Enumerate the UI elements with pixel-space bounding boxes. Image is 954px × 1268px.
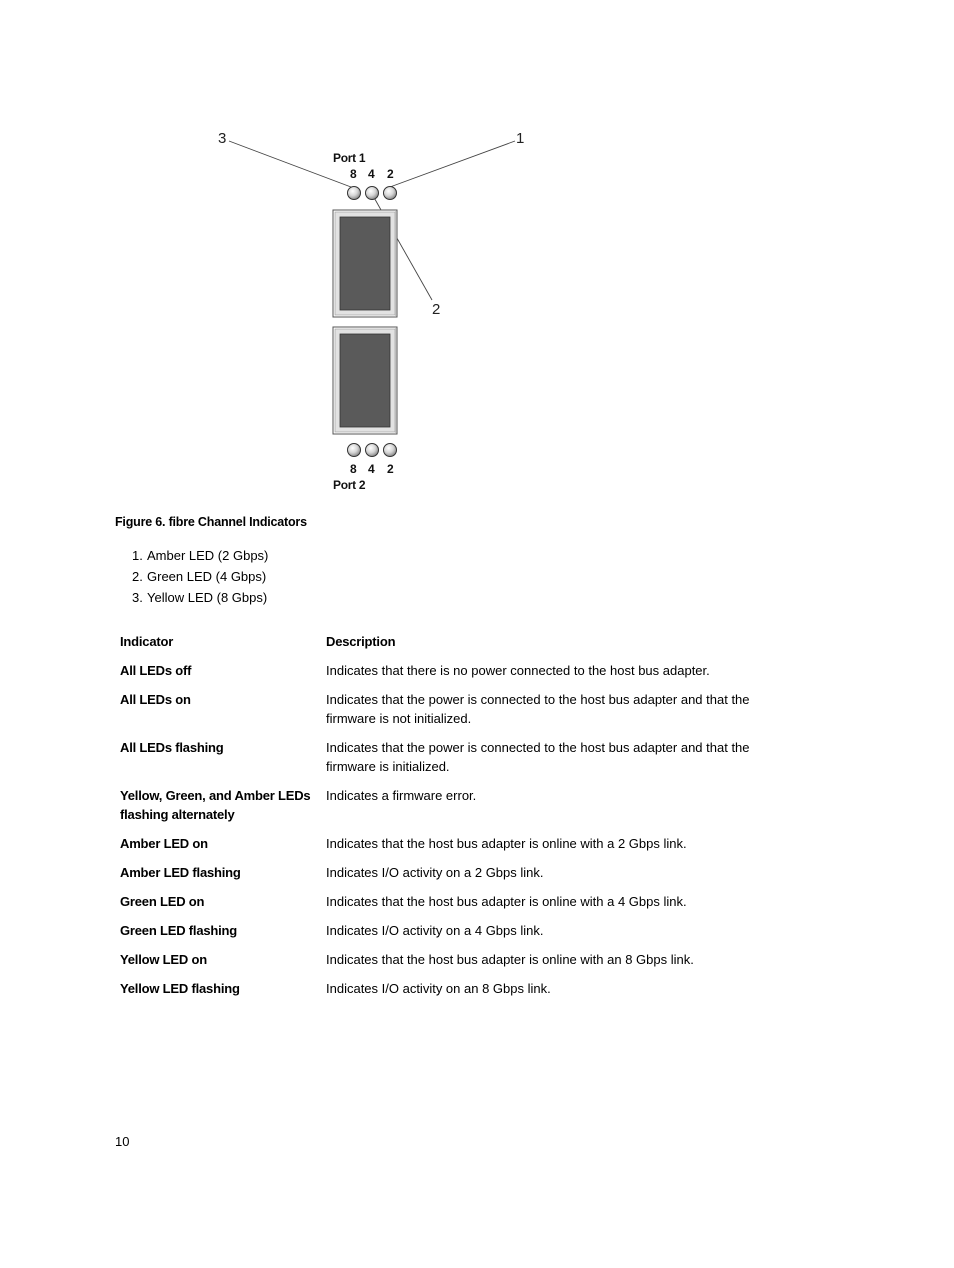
- port2-connector: [333, 327, 397, 434]
- table-row: [120, 784, 780, 832]
- row-indicator: All LEDs flashing: [120, 740, 224, 755]
- port2-led-8: [348, 444, 361, 457]
- row-indicator: Amber LED flashing: [120, 865, 241, 880]
- row-description: Indicates that the host bus adapter is online with a 2 Gbps link.: [326, 836, 687, 851]
- row-indicator: Yellow LED flashing: [120, 981, 240, 996]
- fibre-channel-diagram: [0, 0, 954, 510]
- row-description: Indicates that the host bus adapter is online with an 8 Gbps link.: [326, 952, 694, 967]
- row-indicator: Green LED on: [120, 894, 205, 909]
- table-row: [120, 890, 780, 919]
- legend-item: 2. Green LED (4 Gbps): [132, 569, 267, 584]
- row-description: Indicates I/O activity on a 2 Gbps link.: [326, 865, 544, 880]
- callout-1: 1: [516, 130, 525, 147]
- table-row: [120, 688, 780, 736]
- port2-label: Port 2: [333, 478, 366, 492]
- port1-speed-2: 2: [387, 167, 394, 181]
- row-indicator: Yellow LED on: [120, 952, 207, 967]
- row-indicator: All LEDs off: [120, 663, 192, 678]
- port1-led-2: [384, 187, 397, 200]
- row-description: Indicates I/O activity on a 4 Gbps link.: [326, 923, 544, 938]
- row-description: Indicates that the host bus adapter is online with a 4 Gbps link.: [326, 894, 687, 909]
- legend-item: 3. Yellow LED (8 Gbps): [132, 590, 268, 605]
- row-description: Indicates that there is no power connected to the host bus adapter.: [326, 663, 710, 678]
- table-row: [120, 861, 780, 890]
- port2-led-2: [384, 444, 397, 457]
- figure-legend: [132, 545, 268, 608]
- row-description: Indicates that the power is connected to the host bus adapter and that the firmware is not initialized.: [326, 692, 750, 726]
- port1-led-8: [348, 187, 361, 200]
- row-description: Indicates I/O activity on an 8 Gbps link.: [326, 981, 551, 996]
- port1-led-4: [366, 187, 379, 200]
- row-description: Indicates that the power is connected to the host bus adapter and that the firmware is initialized.: [326, 740, 750, 774]
- port2-speed-8: 8: [350, 462, 357, 476]
- callout-3: 3: [218, 130, 227, 147]
- page-number: 10: [115, 1134, 130, 1149]
- row-indicator: Yellow, Green, and Amber LEDs flashing alternately: [120, 788, 311, 822]
- row-indicator: All LEDs on: [120, 692, 191, 707]
- fibre-channel-figure: [0, 0, 954, 510]
- table-row: [120, 919, 780, 948]
- port1-connector: [333, 210, 397, 317]
- row-description: Indicates a firmware error.: [326, 788, 477, 803]
- port1-speed-8: 8: [350, 167, 357, 181]
- table-row: [120, 977, 780, 1006]
- indicator-table: [120, 630, 780, 1006]
- table-row: [120, 736, 780, 784]
- table-header-row: [120, 630, 780, 659]
- callout-2: 2: [432, 301, 441, 318]
- table-row: [120, 659, 780, 688]
- port1-speed-4: 4: [368, 167, 375, 181]
- callout-line-1: [390, 141, 515, 187]
- legend-item: 1. Amber LED (2 Gbps): [132, 548, 269, 563]
- header-description: Description: [326, 634, 396, 649]
- port2-speed-4: 4: [368, 462, 375, 476]
- row-indicator: Amber LED on: [120, 836, 208, 851]
- table-row: [120, 948, 780, 977]
- port2-speed-2: 2: [387, 462, 394, 476]
- table-row: [120, 832, 780, 861]
- row-indicator: Green LED flashing: [120, 923, 238, 938]
- port1-label: Port 1: [333, 151, 366, 165]
- header-indicator: Indicator: [120, 634, 174, 649]
- port2-led-4: [366, 444, 379, 457]
- figure-caption: Figure 6. fibre Channel Indicators: [115, 515, 307, 529]
